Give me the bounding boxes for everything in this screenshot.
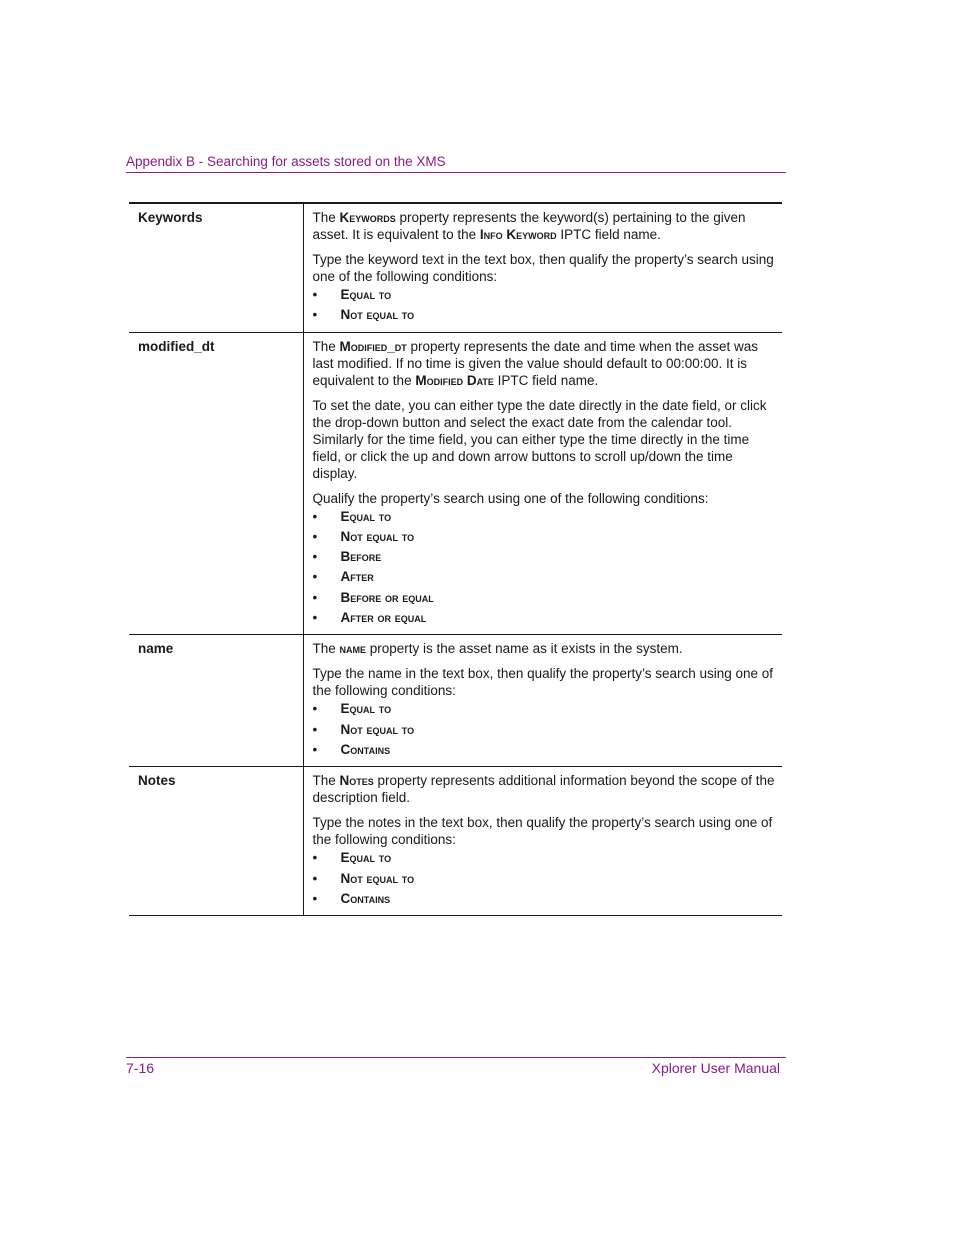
- conditions-list: [313, 507, 779, 629]
- property-name: Notes: [129, 767, 303, 916]
- property-name: Keywords: [129, 203, 303, 332]
- condition-item: • Not equal to: [313, 305, 779, 325]
- condition-item: • Before: [313, 547, 779, 567]
- conditions-intro: Type the notes in the text box, then qualify the property’s search using one of the following conditions:: [312, 815, 773, 848]
- property-name: name: [129, 635, 303, 767]
- condition-item: • Equal to: [313, 848, 779, 868]
- property-description: [303, 635, 782, 767]
- property-keyword: Modified_dt: [339, 338, 407, 354]
- property-table: [129, 202, 782, 916]
- header-title: Appendix B - Searching for assets stored on the XMS: [126, 154, 446, 169]
- property-keyword: Keywords: [339, 210, 396, 225]
- condition-item: • Not equal to: [313, 869, 779, 889]
- condition-item: • After or equal: [313, 608, 779, 628]
- description-paragraph: The name property is the asset name as it exists in the system.: [312, 641, 683, 657]
- conditions-list: [313, 285, 779, 326]
- description-paragraph: To set the date, you can either type the date directly in the date field, or click the drop-down button and select the exact date from the calendar tool. Similarly for the time field, you can either type the time directly in the time field, or click the up and down arrow buttons to scroll up/down the time display.: [312, 397, 767, 481]
- condition-item: • Before or equal: [313, 588, 779, 608]
- conditions-intro: Qualify the property’s search using one of the following conditions:: [312, 490, 709, 506]
- conditions-intro: Type the keyword text in the text box, then qualify the property’s search using one of the following conditions:: [312, 252, 774, 284]
- conditions-intro: Type the name in the text box, then qualify the property’s search using one of the following conditions:: [312, 666, 774, 699]
- page-number: 7-16: [126, 1060, 155, 1076]
- condition-item: • Contains: [313, 889, 779, 909]
- condition-item: • Contains: [313, 740, 779, 760]
- table-row: [129, 767, 782, 916]
- conditions-list: [313, 699, 779, 760]
- condition-item: • Equal to: [313, 285, 779, 305]
- manual-title: Xplorer User Manual: [651, 1060, 780, 1076]
- table-row: [129, 332, 782, 635]
- footer-rule: [126, 1057, 786, 1058]
- property-description: [303, 332, 782, 635]
- property-keyword: name: [339, 641, 367, 657]
- condition-item: • Not equal to: [313, 527, 779, 547]
- header-rule: [126, 172, 786, 173]
- condition-item: • Equal to: [313, 507, 779, 527]
- property-description: [303, 767, 782, 916]
- property-name: modified_dt: [129, 332, 303, 635]
- iptc-field-name: Info Keyword: [479, 227, 557, 242]
- description-paragraph: The Keywords property represents the keyword(s) pertaining to the given asset. It is equivalent to the Info Keyword IPTC field name.: [312, 210, 746, 242]
- table-row: [129, 203, 782, 332]
- property-description: [303, 203, 782, 332]
- condition-item: • Equal to: [313, 699, 779, 719]
- condition-item: • After: [313, 567, 779, 587]
- property-keyword: Notes: [339, 773, 374, 789]
- description-paragraph: The Modified_dt property represents the date and time when the asset was last modified. If no time is given the value should default to 00:00:00. It is equivalent to the Modified Date IPTC field name.: [312, 338, 758, 388]
- table-row: [129, 635, 782, 767]
- condition-item: • Not equal to: [313, 720, 779, 740]
- description-paragraph: The Notes property represents additional information beyond the scope of the description field.: [312, 773, 775, 806]
- conditions-list: [313, 848, 779, 909]
- iptc-field-name: Modified Date: [415, 372, 494, 388]
